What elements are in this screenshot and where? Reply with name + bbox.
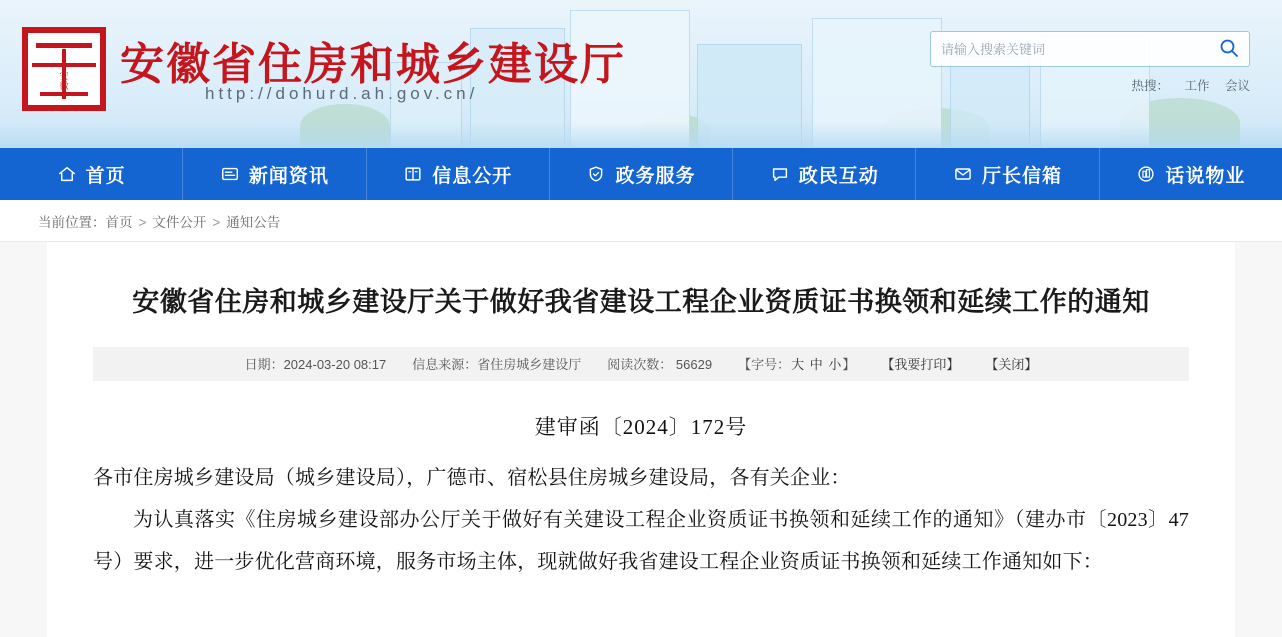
nav-item-property-talk[interactable] [1100,148,1282,200]
article-meta-bar [93,347,1189,381]
article-date-value: 2024-03-20 08:17 [283,357,387,372]
search-icon [1219,38,1239,61]
nav-label-home: 首页 [85,165,126,187]
search-box[interactable] [930,31,1250,67]
shield-icon [586,164,606,184]
nav-item-gov-service[interactable] [550,148,733,200]
nav-item-news[interactable] [183,148,366,200]
nav-label-property-talk: 话说物业 [1165,165,1246,187]
nav-label-info-disclosure: 信息公开 [432,165,513,187]
hot-search-label: 热搜： [1131,79,1169,93]
font-size-control [738,354,855,373]
book-icon [403,164,423,184]
nav-item-info-disclosure[interactable] [367,148,550,200]
breadcrumb [0,211,280,231]
article-source [412,354,581,373]
site-title: 安徽省住房和城乡建设厅 [120,40,626,89]
home-icon [57,164,77,184]
article-paragraph-1: 为认真落实《住房城乡建设部办公厅关于做好有关建设工程企业资质证书换领和延续工作的通知》（建办市〔2023〕47号）要求，进一步优化营商环境，服务市场主体，现就做好我省建设工程企业资质证书换领和延续工作通知如下： [93,508,1189,573]
search-button[interactable] [1209,32,1249,66]
page-title: 安徽省住房和城乡建设厅关于做好我省建设工程企业资质证书换领和延续工作的通知 [132,287,1150,317]
font-size-prefix: 【字号： [738,357,791,372]
breadcrumb-prefix: 当前位置： [38,214,106,230]
print-button[interactable]: 【我要打印】 [881,357,960,372]
breadcrumb-item-notices[interactable]: 通知公告 [226,214,281,230]
breadcrumb-bar [0,200,1282,242]
mail-icon [953,164,973,184]
hot-search-item-0[interactable]: 工作 [1184,79,1210,93]
article-container [47,242,1235,637]
article-source-value: 省住房城乡建设厅 [477,357,582,372]
article-views [607,354,712,373]
article-views-value: 56629 [675,357,713,372]
breadcrumb-item-documents[interactable]: 文件公开 [152,214,207,230]
site-logo-icon[interactable]: 安 徽 [22,27,106,111]
font-size-small-button[interactable]: 小 [828,357,842,372]
nav-label-news: 新闻资讯 [248,165,329,187]
site-url: http://dohurd.ah.gov.cn/ [205,84,479,103]
breadcrumb-separator-1: > [138,214,147,230]
main-navigation [0,148,1282,200]
hot-search [1131,76,1250,94]
breadcrumb-item-home[interactable]: 首页 [105,214,133,230]
nav-item-interaction[interactable] [733,148,916,200]
document-number: 建审函〔2024〕172号 [534,414,748,439]
nav-label-mailbox: 厅长信箱 [982,165,1063,187]
article-source-label: 信息来源： [412,357,478,372]
breadcrumb-separator-2: > [212,214,221,230]
font-size-medium-button[interactable]: 中 [809,357,823,372]
article-date-label: 日期： [244,357,284,372]
font-size-suffix: 】 [842,357,856,372]
font-size-large-button[interactable]: 大 [791,357,805,372]
nav-label-interaction: 政民互动 [798,165,879,187]
article-paragraph-0: 各市住房城乡建设局（城乡建设局），广德市、宿松县住房城乡建设局，各有关企业： [93,466,851,489]
nav-item-home[interactable] [0,148,183,200]
site-header [0,0,1282,148]
close-button[interactable]: 【关闭】 [985,357,1038,372]
page-body [0,242,1282,637]
chat-icon [770,164,790,184]
nav-item-mailbox[interactable] [916,148,1099,200]
article-date [245,354,387,373]
news-icon [220,164,240,184]
article-views-label: 阅读次数： [607,357,673,372]
hot-search-item-1[interactable]: 会议 [1224,79,1250,93]
nav-label-gov-service: 政务服务 [615,165,696,187]
search-input[interactable] [931,42,1209,57]
building-icon [1136,164,1156,184]
